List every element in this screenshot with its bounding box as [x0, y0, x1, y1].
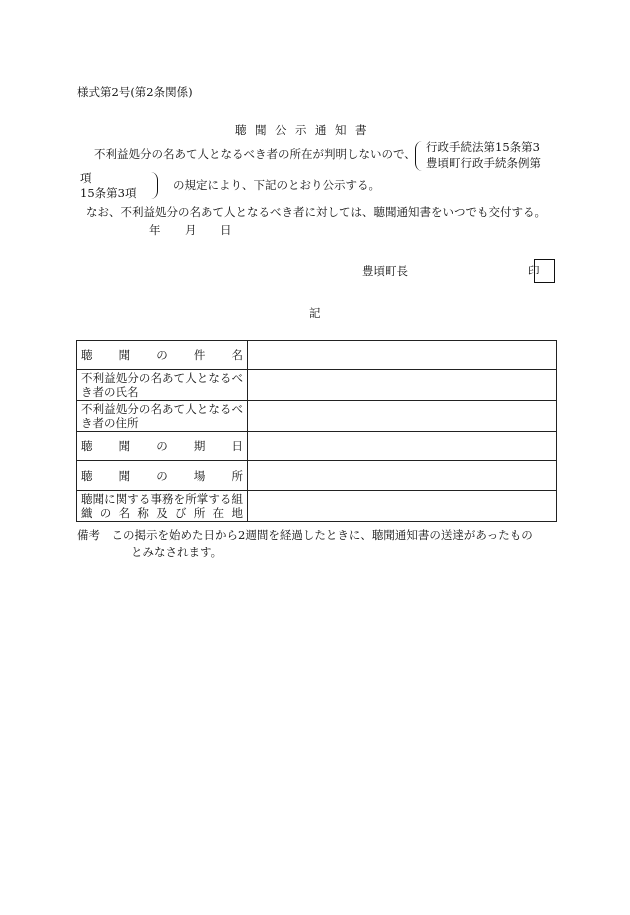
date-day: 日 — [220, 223, 232, 237]
body-line-1: 不利益処分の名あて人となるべき者の所在が判明しないので、 — [94, 147, 416, 161]
row-label-subject: 聴聞の件名 — [77, 341, 248, 370]
document-title: 聴聞公示通知書 — [235, 123, 375, 137]
table-row — [77, 341, 557, 370]
body-line-3: なお、不利益処分の名あて人となるべき者に対しては、聴聞通知書をいつでも交付する。 — [86, 205, 546, 219]
row-value-subject — [248, 341, 557, 370]
table-row — [77, 401, 557, 432]
row-label-address: 不利益処分の名あて人となるべき者の住所 — [77, 401, 248, 432]
row-value-address — [248, 401, 557, 432]
legal-reference-line-4: 15条第3項 — [80, 186, 137, 200]
row-value-name — [248, 370, 557, 401]
right-brace — [150, 172, 158, 199]
table-row — [77, 461, 557, 491]
note-line-2: とみなされます。 — [131, 545, 223, 559]
row-value-place — [248, 461, 557, 491]
table-row — [77, 370, 557, 401]
row-label-name: 不利益処分の名あて人となるべき者の氏名 — [77, 370, 248, 401]
row-label-organization: 聴聞に関する事務を所掌する組織の名称及び所在地 — [77, 491, 248, 522]
hearing-info-table — [76, 340, 557, 522]
table-row — [77, 491, 557, 522]
row-value-organization — [248, 491, 557, 522]
note-line-1: 備考 この掲示を始めた日から2週間を経過したときに、聴聞通知書の送達があったもの — [77, 528, 533, 542]
legal-reference-line-1: 行政手続法第15条第3 — [426, 140, 540, 154]
seal-mark: 印 — [528, 264, 540, 278]
legal-reference-line-3: 項 — [80, 171, 92, 185]
row-label-place: 聴聞の場所 — [77, 461, 248, 491]
ki-heading: 記 — [309, 306, 321, 320]
legal-reference-line-2: 豊頃町行政手続条例第 — [426, 156, 541, 170]
left-brace — [415, 141, 424, 171]
date-year: 年 — [149, 223, 161, 237]
form-number: 様式第2号(第2条関係) — [77, 85, 193, 99]
issuer-name: 豊頃町長 — [362, 264, 408, 278]
row-label-date: 聴聞の期日 — [77, 432, 248, 461]
row-value-date — [248, 432, 557, 461]
date-month: 月 — [185, 223, 197, 237]
table-row — [77, 432, 557, 461]
body-line-2: の規定により、下記のとおり公示する。 — [173, 178, 380, 192]
